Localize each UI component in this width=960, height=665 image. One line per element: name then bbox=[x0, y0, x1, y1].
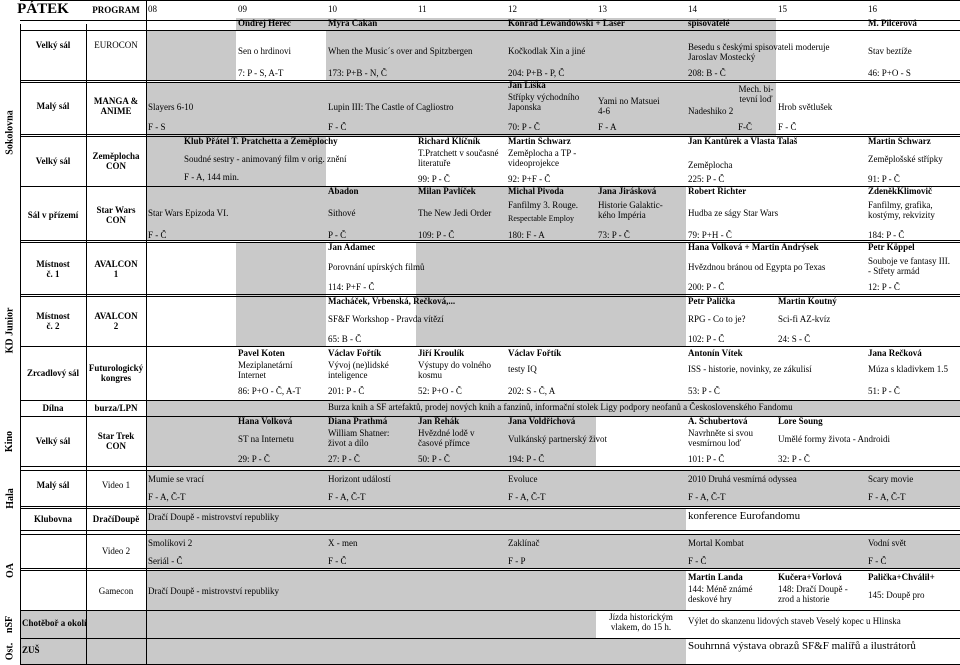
grid-line bbox=[20, 638, 960, 639]
event-name: Zeměplošské střípky bbox=[868, 154, 943, 164]
event-code: 79: P+H - Č bbox=[688, 230, 732, 240]
event-code: 65: B - Č bbox=[328, 334, 362, 344]
event-name: Besedu s českými spisovateli moderuje Jaroslav Mostecký bbox=[688, 42, 830, 62]
event-title: Konrad Lewandowski + Laser bbox=[508, 18, 625, 28]
event-name: Umělé formy života - Androidi bbox=[778, 434, 890, 444]
room-velky-sal: Velký sál bbox=[35, 40, 71, 50]
room-zus: ZUŠ bbox=[22, 645, 40, 655]
cell-background bbox=[236, 296, 326, 346]
event-name: 2010 Druhá vesmírná odyssea bbox=[688, 474, 797, 484]
event-name: Jízda historickým vlakem, do 15 h. bbox=[609, 612, 673, 632]
event-title: Martin Schwarz bbox=[868, 136, 931, 146]
room-zemeplocha: Zeměplocha CON bbox=[92, 151, 140, 171]
room-burza: burza/LPN bbox=[94, 403, 138, 413]
event-code: 73: P - Č bbox=[598, 230, 630, 240]
event-name: Výlet do skanzenu lidových staveb Veselý kopec u Hlinska bbox=[688, 616, 901, 626]
event-name: Porovnání upírských filmů bbox=[328, 262, 425, 272]
event-name: Fanfilmy 3. Rouge. bbox=[508, 200, 578, 210]
event-code: 99: P - Č bbox=[418, 174, 450, 184]
room-eurocon: EUROCON bbox=[94, 40, 138, 50]
event-title: Kučera+Vorlová bbox=[778, 572, 842, 582]
event-title: Martin Koutný bbox=[778, 296, 837, 306]
event-title: Robert Richter bbox=[688, 186, 747, 196]
event-code: 53: P - Č bbox=[688, 386, 720, 396]
section-oa: OA bbox=[4, 562, 16, 578]
event-code: 51: P - Č bbox=[868, 386, 900, 396]
event-title: ZdeněkKlimovič bbox=[868, 186, 933, 196]
cell-background bbox=[146, 416, 236, 466]
section-kd-junior: KD Junior bbox=[4, 307, 16, 353]
room-chotebor: Chotěboř a okolí bbox=[22, 618, 87, 628]
event-name: ISS - historie, novinky, ze zákulisí bbox=[688, 364, 812, 374]
room-sal-prizemi: Sál v přízemí bbox=[27, 210, 79, 220]
event-code: 52: P+O - Č bbox=[418, 386, 462, 396]
event-code: F - Č bbox=[868, 556, 887, 566]
event-code: 200: P - Č bbox=[688, 282, 725, 292]
event-title: Jan Kantůrek a Vlasta Talaš bbox=[688, 136, 798, 146]
event-name: Zeměplocha bbox=[688, 160, 733, 170]
room-klubovna: Klubovna bbox=[33, 514, 73, 524]
event-title: Petr Palička bbox=[688, 296, 736, 306]
event-name: Lupin III: The Castle of Cagliostro bbox=[328, 102, 454, 112]
event-code: F - S bbox=[148, 122, 166, 132]
event-title: Hana Volková + Martin Andrýsek bbox=[688, 242, 819, 252]
event-title: Diana Prathmá bbox=[328, 416, 388, 426]
event-name: Soudné sestry - animovaný film v orig. znění bbox=[184, 154, 347, 164]
hour-header: 10 bbox=[328, 4, 337, 14]
hour-header: 13 bbox=[598, 4, 607, 14]
room-mistnost-2: Místnost č. 2 bbox=[36, 311, 70, 331]
hour-header: 16 bbox=[868, 4, 877, 14]
event-code: Seriál - Č bbox=[148, 556, 183, 566]
event-title: Václav Fořtík bbox=[508, 348, 562, 358]
event-name: SF&F Workshop - Pravda vítězí bbox=[328, 314, 444, 324]
event-code: F - P bbox=[508, 556, 526, 566]
grid-line bbox=[20, 82, 960, 83]
grid-line bbox=[20, 400, 960, 401]
event-name: Respectable Employ bbox=[508, 214, 574, 223]
event-code: 29: P - Č bbox=[238, 454, 270, 464]
section-kino: Kino bbox=[4, 430, 16, 452]
grid-line bbox=[20, 30, 960, 31]
event-code: 91: P - Č bbox=[868, 174, 900, 184]
event-name: Souboje ve fantasy III. - Střety armád bbox=[868, 256, 950, 276]
event-code: F - A, Č-T bbox=[328, 492, 366, 502]
event-name: Yami no Matsuei 4-6 bbox=[598, 96, 660, 116]
event-name: Meziplanetární Internet bbox=[238, 360, 293, 380]
event-title: Martin Landa bbox=[688, 572, 743, 582]
hour-header: 11 bbox=[418, 4, 427, 14]
event-name: RPG - Co to je? bbox=[688, 314, 746, 324]
grid-line bbox=[20, 134, 960, 135]
event-name: ST na Internetu bbox=[238, 434, 294, 444]
event-code: F - A, 144 min. bbox=[184, 172, 240, 182]
event-code: F - A, Č-T bbox=[508, 492, 546, 502]
event-name: Sen o hrdinovi bbox=[238, 46, 291, 56]
event-name: Fanfilmy, grafika, kostýmy, rekvizity bbox=[868, 200, 935, 220]
room-dilna: Dílna bbox=[42, 403, 64, 413]
event-code: F-Č bbox=[738, 122, 753, 132]
room-avalcon-1: AVALCON 1 bbox=[94, 259, 138, 279]
event-title: Jana Voldřichová bbox=[508, 416, 576, 426]
event-title: Abadon bbox=[328, 186, 359, 196]
grid-line bbox=[20, 470, 960, 471]
grid-line bbox=[20, 530, 960, 531]
event-name: T.Pratchett v současné literatuře bbox=[418, 148, 499, 168]
event-code: F - A bbox=[598, 122, 617, 132]
event-code: 194: P - Č bbox=[508, 454, 545, 464]
event-title: Petr Köppel bbox=[868, 242, 915, 252]
event-name: Sithové bbox=[328, 208, 356, 218]
event-title: Palička+Chválil+ bbox=[868, 572, 935, 582]
event-title: Richard Klíčník bbox=[418, 136, 481, 146]
event-name: Slayers 6-10 bbox=[148, 102, 194, 112]
grid-line bbox=[20, 346, 960, 347]
event-title: Hana Volková bbox=[238, 416, 293, 426]
event-code: 24: S - Č bbox=[778, 334, 811, 344]
room-dracidoupe: DračíDoupě bbox=[92, 514, 140, 524]
cell-background bbox=[236, 82, 326, 136]
event-name: Vulkánský partnerský život bbox=[508, 434, 607, 444]
event-code: 92: P+F - Č bbox=[508, 174, 551, 184]
event-title: Václav Fořtík bbox=[328, 348, 382, 358]
room-manga: MANGA & ANIME bbox=[93, 96, 139, 116]
event-name: Stav beztíže bbox=[868, 46, 912, 56]
event-title: Macháček, Vrbenská, Rečková,... bbox=[328, 296, 456, 306]
event-name: Vodní svět bbox=[868, 538, 907, 548]
event-title: Jan Adamec bbox=[328, 242, 376, 252]
event-name: Dračí Doupě - mistrovství republiky bbox=[148, 586, 279, 596]
event-code: 86: P+O - Č, A-T bbox=[238, 386, 301, 396]
event-code: 109: P - Č bbox=[418, 230, 455, 240]
cell-background bbox=[146, 400, 326, 416]
room-futuro: Futurologický kongres bbox=[88, 363, 144, 383]
grid-line bbox=[20, 568, 960, 569]
event-name: Hvězdnou bránou od Egypta po Texas bbox=[688, 262, 826, 272]
room-video-2: Video 2 bbox=[101, 546, 131, 556]
event-name: Burza knih a SF artefaktů, prodej nových knih a fanzinů, informační stolek Ligy podpory neofanů a Československého Fandomu bbox=[328, 402, 793, 412]
event-code: 46: P+O - S bbox=[868, 68, 911, 78]
hour-header: 15 bbox=[778, 4, 787, 14]
room-starwars: Star Wars CON bbox=[96, 205, 136, 225]
event-name: The New Jedi Order bbox=[418, 208, 492, 218]
event-code: 70: P - Č bbox=[508, 122, 540, 132]
room-maly-sal-2: Malý sál bbox=[36, 480, 70, 490]
event-title: Martin Schwarz bbox=[508, 136, 571, 146]
event-name: Výstupy do volného kosmu bbox=[418, 360, 491, 380]
grid-line bbox=[20, 20, 960, 21]
event-code: 50: P - Č bbox=[418, 454, 450, 464]
hour-header: 14 bbox=[688, 4, 697, 14]
room-startrek: Star Trek CON bbox=[97, 431, 135, 451]
event-name: When the Music´s over and Spitzbergen bbox=[328, 46, 473, 56]
event-code: 32: P - Č bbox=[778, 454, 810, 464]
event-code: P - Č bbox=[328, 230, 347, 240]
event-name: Historie Galaktic- kého Impéria bbox=[598, 200, 663, 220]
event-code: F - Č bbox=[328, 122, 347, 132]
event-code: 7: P - S, A-T bbox=[238, 68, 284, 78]
event-code: 101: P - Č bbox=[688, 454, 725, 464]
section-ost: Ost. bbox=[4, 642, 16, 660]
event-name: Střípky východního Japonska bbox=[508, 92, 580, 112]
event-code: 173: P+B - N, Č bbox=[328, 68, 387, 78]
event-name: Mortal Kombat bbox=[688, 538, 744, 548]
event-name: 148: Dračí Doupě - zrod a historie bbox=[778, 584, 848, 604]
room-video-1: Video 1 bbox=[101, 480, 131, 490]
page-title: PÁTEK bbox=[17, 1, 69, 17]
section-sokolovna: Sokolovna bbox=[4, 109, 16, 155]
room-avalcon-2: AVALCON 2 bbox=[94, 311, 138, 331]
event-code: 208: B - Č bbox=[688, 68, 726, 78]
event-title: Ondrej Herec bbox=[238, 18, 291, 28]
event-name: testy IQ bbox=[508, 364, 537, 374]
section-hala: Hala bbox=[4, 487, 16, 509]
room-maly-sal: Malý sál bbox=[36, 101, 70, 111]
hour-header: 09 bbox=[238, 4, 247, 14]
event-name: Navrhněte si svou vesmírnou loď bbox=[688, 428, 753, 448]
room-velky-sal-2: Velký sál bbox=[35, 156, 71, 166]
event-code: F - Č bbox=[148, 230, 167, 240]
event-name: Dračí Doupě - mistrovství republiky bbox=[148, 512, 279, 522]
event-name: Vývoj (ne)lidské inteligence bbox=[328, 360, 389, 380]
event-name: 144: Méně známé deskové hry bbox=[688, 584, 753, 604]
event-title: Jana Jirásková bbox=[598, 186, 657, 196]
event-code: 12: P - Č bbox=[868, 282, 900, 292]
event-title: Michal Pivoda bbox=[508, 186, 564, 196]
cell-background bbox=[146, 134, 182, 186]
event-name: konference Eurofandomu bbox=[688, 510, 801, 522]
hour-header: 08 bbox=[148, 4, 157, 14]
event-name: Horizont událostí bbox=[328, 474, 391, 484]
event-name: Evoluce bbox=[508, 474, 538, 484]
cell-background bbox=[146, 30, 236, 80]
event-name: Sci-fi AZ-kvíz bbox=[778, 314, 831, 324]
event-code: F - A, Č-T bbox=[688, 492, 726, 502]
event-code: 202: S - Č, A bbox=[508, 386, 556, 396]
cell-background bbox=[146, 610, 596, 638]
grid-line bbox=[20, 534, 960, 535]
event-code: F - A, Č-T bbox=[868, 492, 906, 502]
cell-background bbox=[146, 638, 686, 664]
event-title: M. Pilcerová bbox=[868, 18, 917, 28]
event-name: Hrob světlušek bbox=[778, 102, 833, 112]
event-title: spisovatelé bbox=[688, 18, 730, 28]
hour-header: 12 bbox=[508, 4, 517, 14]
event-title: Lore Soung bbox=[778, 416, 823, 426]
event-code: 184: P - Č bbox=[868, 230, 905, 240]
event-code: 114: P+F - Č bbox=[328, 282, 375, 292]
event-name: Scary movie bbox=[868, 474, 914, 484]
event-title: Jan Řehák bbox=[418, 416, 460, 426]
event-name: Mech. bi- tevní loď bbox=[738, 84, 774, 104]
event-code: 225: P - Č bbox=[688, 174, 725, 184]
event-code: F - Č bbox=[688, 556, 707, 566]
event-name: X - men bbox=[328, 538, 358, 548]
event-title: A. Schubertová bbox=[688, 416, 748, 426]
event-code: F - Č bbox=[778, 122, 797, 132]
event-name: William Shatner: život a dílo bbox=[328, 428, 390, 448]
event-title: Myra Cakan bbox=[328, 18, 378, 28]
event-name: Smolíkovi 2 bbox=[148, 538, 193, 548]
event-title: Jan Liška bbox=[508, 80, 546, 90]
event-name: Mumie se vrací bbox=[148, 474, 204, 484]
grid-line bbox=[20, 294, 960, 295]
event-title: Antonín Vítek bbox=[688, 348, 743, 358]
event-code: 102: P - Č bbox=[688, 334, 725, 344]
event-code: F - A, Č-T bbox=[148, 492, 186, 502]
room-gamecon: Gamecon bbox=[98, 586, 134, 596]
event-name: Múza s kladivkem 1.5 bbox=[868, 364, 948, 374]
event-name: Star Wars Epizoda VI. bbox=[148, 208, 229, 218]
grid-line bbox=[20, 0, 960, 1]
event-name: Zaklínač bbox=[508, 538, 540, 548]
event-code: 180: F - A bbox=[508, 230, 545, 240]
event-name: Hvězdné lodě v časové přímce bbox=[418, 428, 475, 448]
grid-line bbox=[20, 80, 960, 81]
event-name: 145: Doupě pro bbox=[868, 590, 925, 600]
event-name: Nadeshiko 2 bbox=[688, 106, 734, 116]
section-nsf: nSF bbox=[4, 615, 16, 633]
event-title: Milan Pavlíček bbox=[418, 186, 476, 196]
grid-line bbox=[20, 570, 960, 571]
event-title: Jana Rečková bbox=[868, 348, 922, 358]
event-name: Kočkodlak Xin a jiné bbox=[508, 46, 586, 56]
event-code: F - Č bbox=[328, 556, 347, 566]
event-name: Souhrnná výstava obrazů SF&F malířů a ilustrátorů bbox=[688, 640, 916, 652]
grid-line bbox=[20, 610, 960, 611]
room-velky-sal-3: Velký sál bbox=[35, 436, 71, 446]
event-code: 27: P - Č bbox=[328, 454, 360, 464]
room-zrcadlovy: Zrcadlový sál bbox=[26, 368, 80, 378]
event-name: Zeměplocha a TP - videoprojekce bbox=[508, 148, 577, 168]
event-title: Jiří Kroulík bbox=[418, 348, 465, 358]
program-label: PROGRAM bbox=[92, 5, 140, 15]
event-code: 201: P - Č bbox=[328, 386, 365, 396]
grid-line bbox=[20, 508, 960, 509]
room-mistnost-1: Místnost č. 1 bbox=[36, 259, 70, 279]
event-title: Pavel Koten bbox=[238, 348, 285, 358]
event-name: Hudba ze ságy Star Wars bbox=[688, 208, 779, 218]
event-title: Klub Přátel T. Pratchetta a Zeměplochy bbox=[184, 136, 338, 146]
grid-line bbox=[20, 506, 960, 507]
grid-line bbox=[20, 466, 960, 467]
event-code: 204: P+B - P, Č bbox=[508, 68, 565, 78]
